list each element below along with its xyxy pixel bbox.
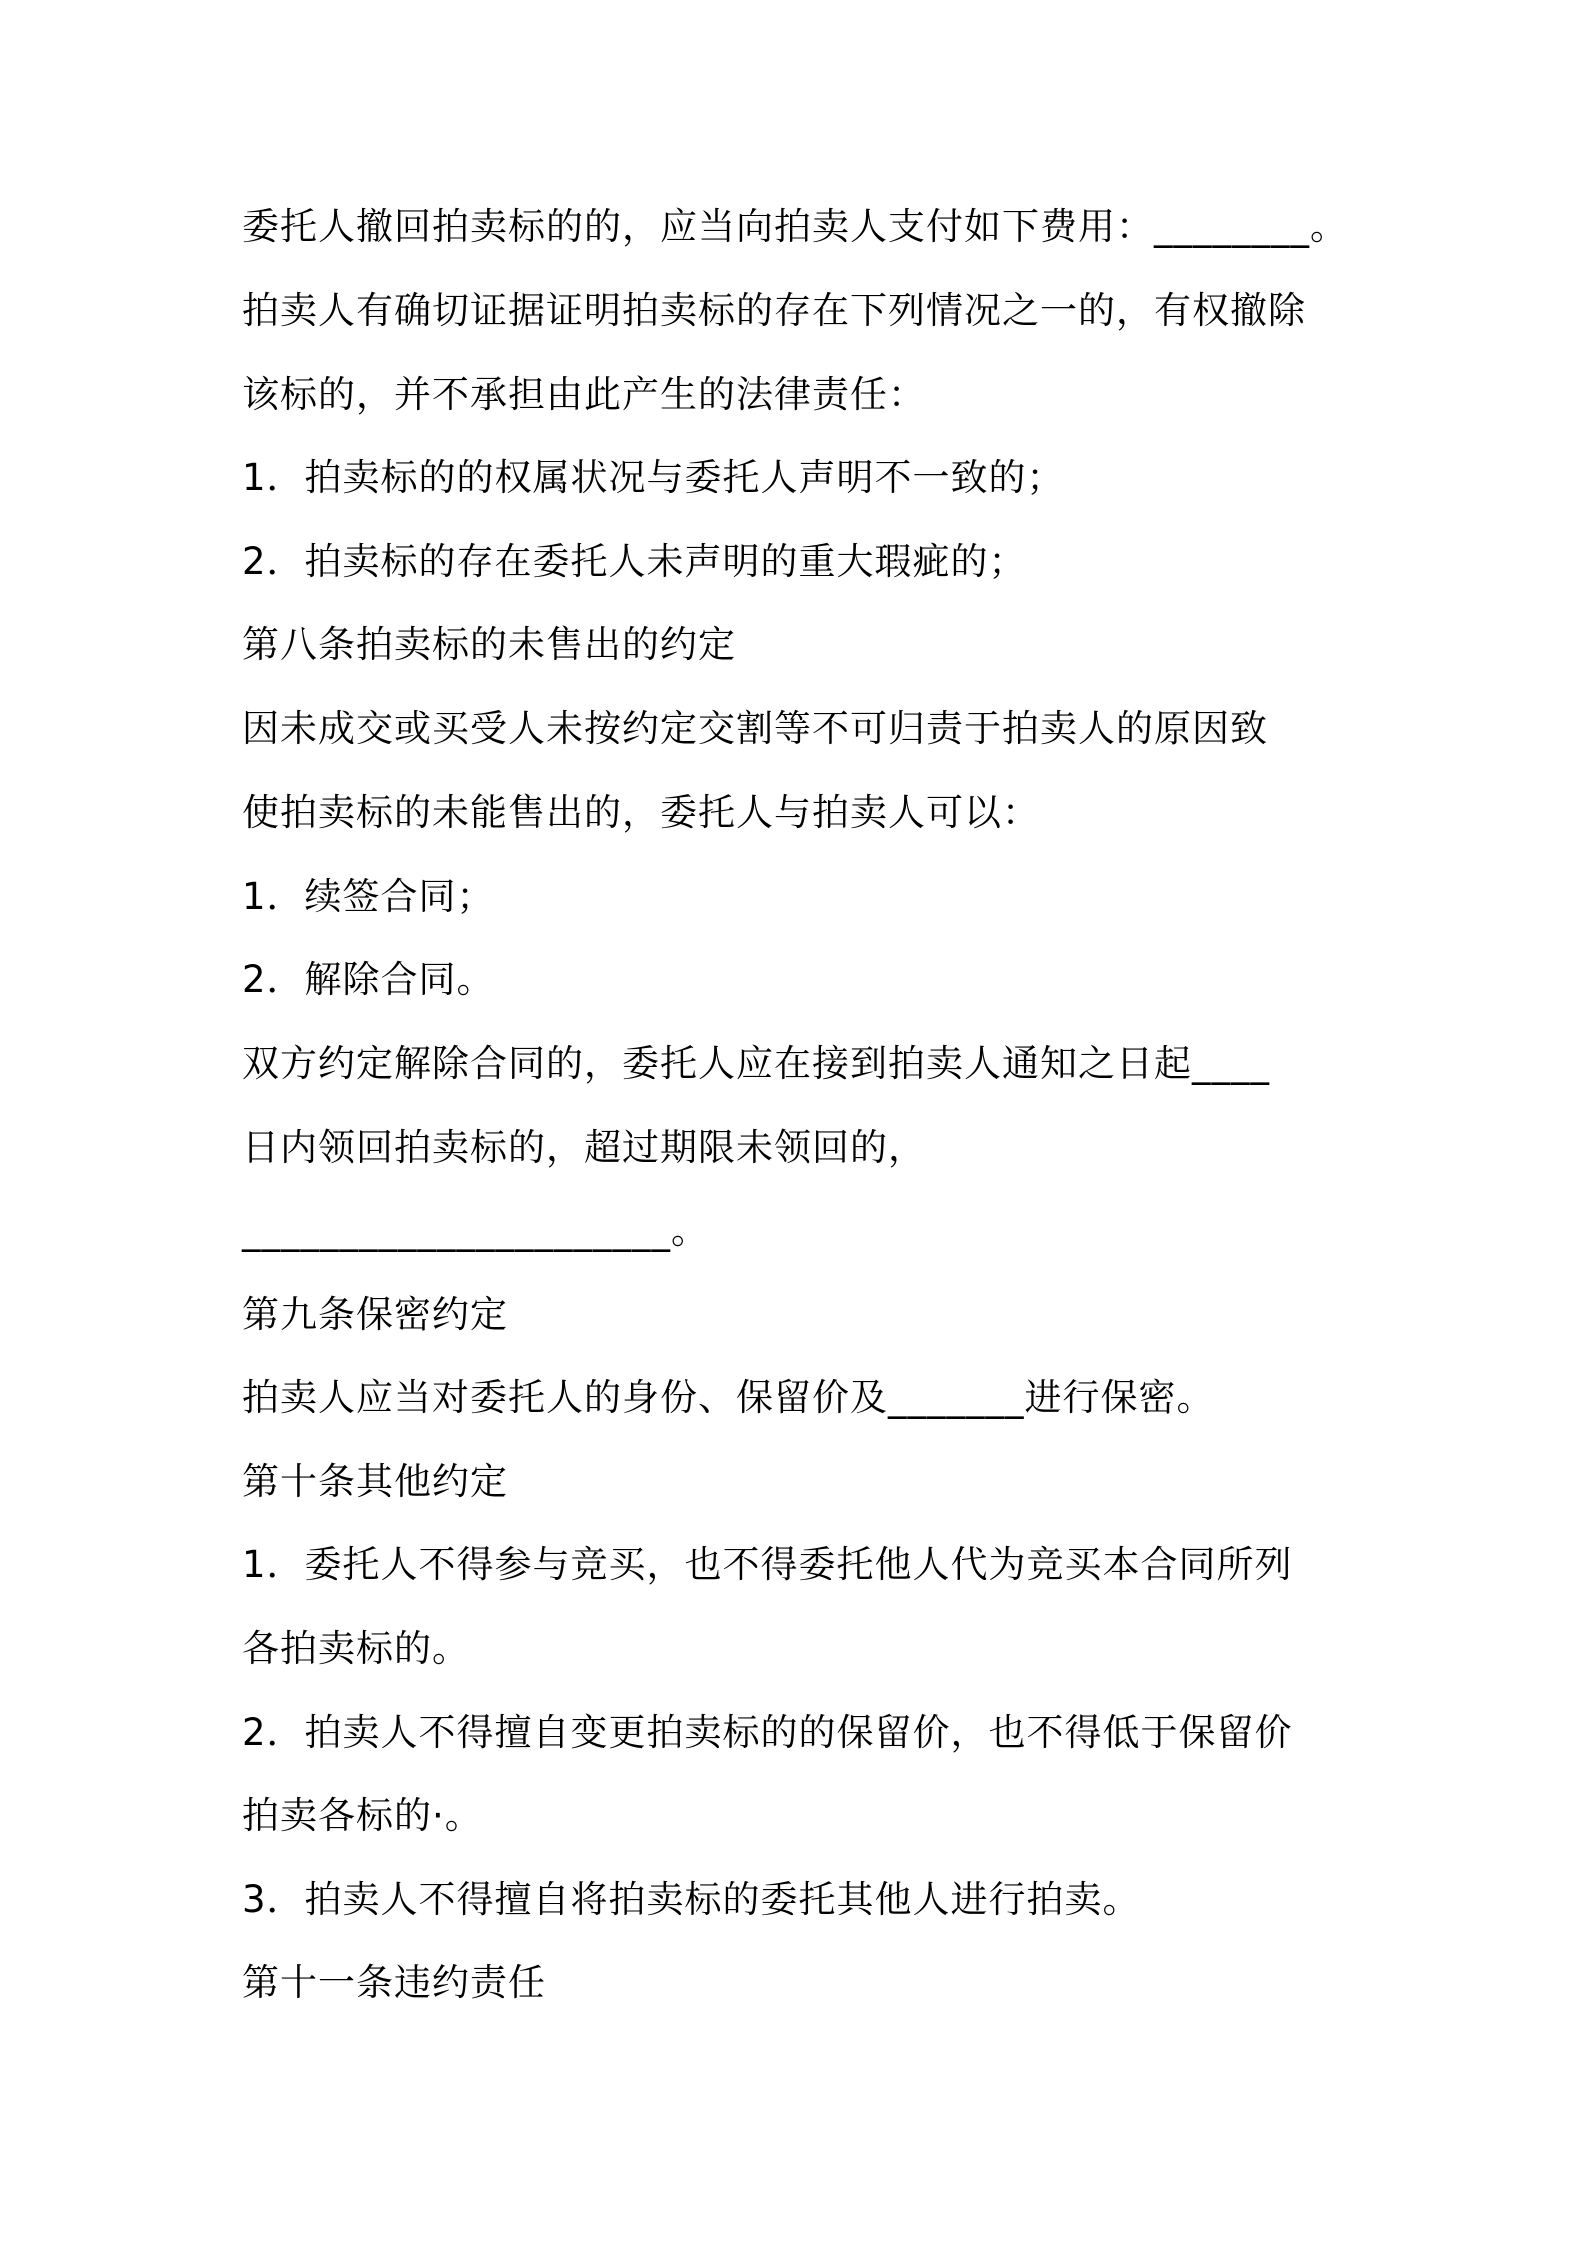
text-line: 拍卖各标的·。 xyxy=(242,1794,483,1837)
text-line: 该标的，并不承担由此产生的法律责任： xyxy=(242,373,926,416)
list-item: 3．拍卖人不得擅自将拍卖标的委托其他人进行拍卖。 xyxy=(242,1878,1141,1921)
text-line: 双方约定解除合同的，委托人应在接到拍卖人通知之日起____ xyxy=(242,1042,1270,1085)
section-heading: 第八条拍卖标的未售出的约定 xyxy=(242,623,736,666)
text-line: 因未成交或买受人未按约定交割等不可归责于拍卖人的原因致 xyxy=(242,707,1268,750)
text-line: 使拍卖标的未能售出的，委托人与拍卖人可以： xyxy=(242,791,1040,834)
text-line: 拍卖人有确切证据证明拍卖标的存在下列情况之一的，有权撤除 xyxy=(242,289,1306,332)
list-item: 1．委托人不得参与竞买，也不得委托他人代为竞买本合同所列 xyxy=(242,1543,1293,1586)
list-item: 2．解除合同。 xyxy=(242,958,495,1001)
list-item: 1．拍卖标的的权属状况与委托人声明不一致的； xyxy=(242,456,1065,499)
section-heading: 第九条保密约定 xyxy=(242,1293,508,1336)
list-item: 2．拍卖人不得擅自变更拍卖标的的保留价，也不得低于保留价 xyxy=(242,1711,1293,1754)
text-line: 日内领回拍卖标的，超过期限未领回的， xyxy=(242,1126,926,1169)
text-line: 各拍卖标的。 xyxy=(242,1627,470,1670)
list-item: 1．续签合同； xyxy=(242,875,495,918)
text-line: 拍卖人应当对委托人的身份、保留价及_______进行保密。 xyxy=(242,1376,1215,1419)
section-heading: 第十一条违约责任 xyxy=(242,1961,546,2004)
text-line: 委托人撤回拍卖标的的，应当向拍卖人支付如下费用：________。 xyxy=(242,205,1348,248)
list-item: 2．拍卖标的存在委托人未声明的重大瑕疵的； xyxy=(242,540,1027,583)
section-heading: 第十条其他约定 xyxy=(242,1460,508,1503)
blank-line: ______________________。 xyxy=(242,1209,709,1252)
